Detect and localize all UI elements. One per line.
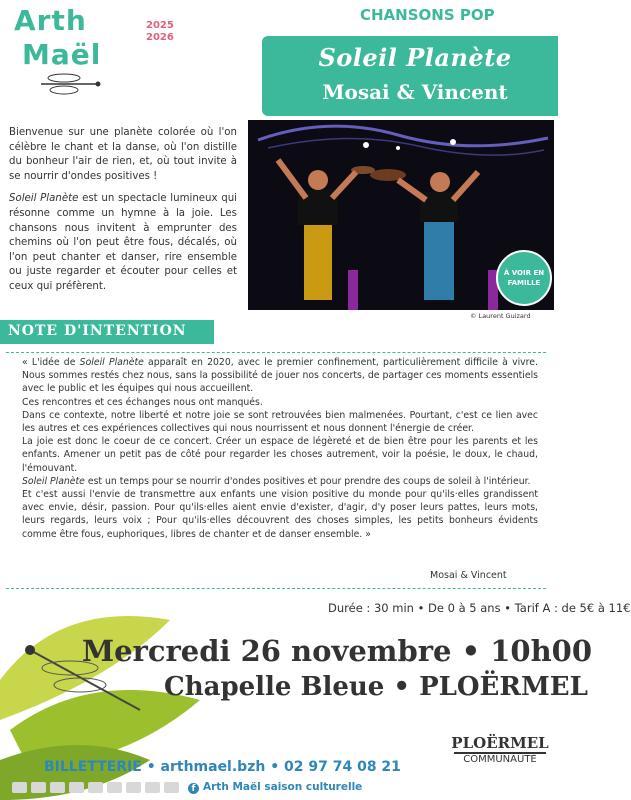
partner-logo — [107, 782, 122, 793]
note-heading: NOTE D'INTENTION — [8, 323, 187, 339]
note-paragraph-5 — [22, 475, 538, 488]
dragonfly-icon — [36, 70, 106, 100]
partner-logo — [69, 782, 84, 793]
event-details: Durée : 30 min • De 0 à 5 ans • Tarif A : de 5€ à 11€ — [328, 601, 631, 615]
ploermel-communaute-logo — [446, 734, 554, 765]
org-subname: COMMUNAUTÉ — [454, 752, 546, 765]
partner-logo — [164, 782, 179, 793]
logo-word-mael: Maël — [22, 38, 102, 71]
logo-word-arth: Arth — [14, 4, 87, 37]
partner-logo — [145, 782, 160, 793]
event-place: Chapelle Bleue • PLOËRMEL — [164, 672, 588, 702]
note-p5-title: Soleil Planète — [22, 475, 85, 487]
season-years — [146, 20, 174, 44]
facebook-icon: f — [188, 783, 199, 794]
note-paragraph-3: Dans ce contexte, notre liberté et notre joie se sont retrouvées bien malmenées. Pourtant, c'est ce lien avec les autres et ces expériences collectives qui nous nourrissent et nous donnent l'énergie de créer. — [22, 409, 538, 435]
event-date: Mercredi 26 novembre • 10h00 — [82, 634, 593, 668]
show-title: Soleil Planète — [318, 43, 512, 72]
partner-logo — [88, 782, 103, 793]
note-p1-title: Soleil Planète — [79, 357, 144, 368]
arthmael-logo — [8, 4, 188, 94]
intro-text — [9, 126, 237, 303]
facebook-link[interactable] — [188, 781, 362, 794]
note-paragraph-4: La joie est donc le coeur de ce concert. Créer un espace de légèreté et de bien être pour les parents et les enfants. Amener un petit pas de côté pour regarder les choses autrement, voir la poésie, le doux, le chaud, l'émouvant. — [22, 436, 538, 474]
genre-label: CHANSONS POP — [360, 6, 495, 24]
partner-logo — [31, 782, 46, 793]
partner-logo — [12, 782, 27, 793]
facebook-label: Arth Maël saison culturelle — [203, 781, 363, 793]
partner-logos — [12, 782, 179, 793]
year-start: 2025 — [146, 20, 174, 31]
org-name: PLOËRMEL — [451, 734, 549, 752]
note-signature: Mosai & Vincent — [430, 570, 507, 581]
note-paragraph-1 — [22, 356, 538, 396]
intro-paragraph-2 — [9, 192, 237, 294]
family-badge: À VOIR EN FAMILLE — [496, 250, 552, 306]
year-end: 2026 — [146, 32, 174, 43]
intro-paragraph-2-text: est un spectacle lumineux qui résonne comme un hymne à la joie. Les chansons nous invitent à emprunter des chemins où l'on peut être fous, décalés, où l'on peut chanter et danser, rire ensemble ou juste regarder et écouter pour celles et ceux qui préfèrent. — [9, 193, 237, 292]
intro-paragraph-1: Bienvenue sur une planète colorée où l'on célèbre le chant et la danse, où l'on distille du bonheur l'air de rien, et, où tout invite à se nourrir d'ondes positives ! — [9, 127, 237, 182]
ticketing-info[interactable]: BILLETTERIE • arthmael.bzh • 02 97 74 08 21 — [44, 759, 401, 775]
note-paragraph-6: Et c'est aussi l'envie de transmettre aux enfants une vision positive du monde pour qu'ils·elles grandissent avec envie, désir, passion. Pour qu'ils·elles aient envie d'exister, d'agir, d'y poser leurs pattes, leurs mots, leurs regards, leurs voix ; Pour qu'ils·elles découvrent des choses simples, les petits bonheurs évidents comme être fous, euphoriques, libres de chanter et de danser ensemble. » — [22, 489, 538, 540]
note-paragraph-2: Ces rencontres et ces échanges nous ont manqués. — [22, 396, 263, 408]
show-artists: Mosai & Vincent — [322, 80, 508, 104]
note-text — [22, 356, 538, 541]
intro-show-name: Soleil Planète — [9, 193, 79, 205]
photo-credit: © Laurent Guizard — [470, 312, 531, 320]
partner-logo — [126, 782, 141, 793]
note-p1-start: « L'idée de — [22, 357, 80, 368]
partner-logo — [50, 782, 65, 793]
note-p1-end: apparaît en 2020, avec le premier confinement, particulièrement difficile à vivre. Nous sommes restés chez nous, sans la possibilité de jouer nos concerts, de partager ces moments essentiels avec le public et les équipes qui nous accueillent. — [22, 357, 538, 395]
note-p5-text: est un temps pour se nourrir d'ondes positives et pour prendre des coups de soleil à l'intérieur. — [84, 475, 531, 487]
